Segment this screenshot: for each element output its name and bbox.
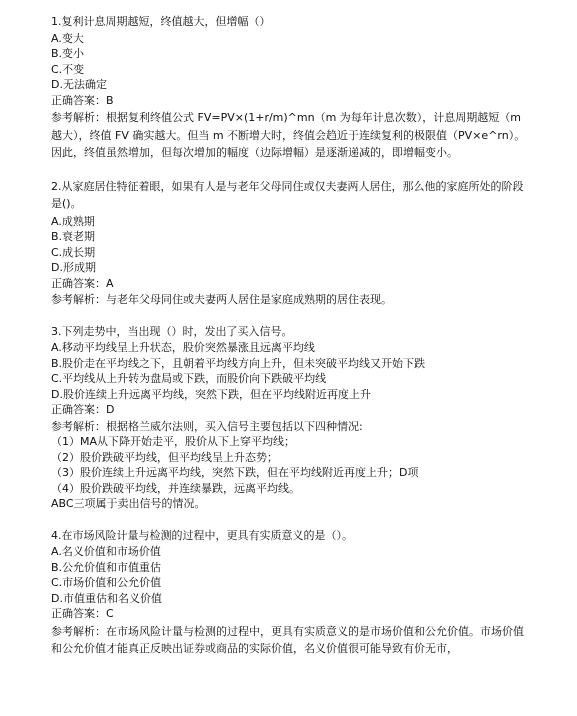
rule-item-1: （1）MA从下降开始走平，股价从下上穿平均线； — [51, 435, 296, 448]
rule-item-3: （3）股价连续上升远离平均线，突然下跌，但在平均线附近再度上升；D项 — [51, 466, 419, 479]
question-3 — [51, 324, 531, 512]
question-1 — [51, 14, 531, 162]
correct-answer: 正确答案：B — [51, 93, 114, 107]
analysis-text: 参考解析：与老年父母同住或夫妻两人居住是家庭成熟期的居住表现。 — [51, 293, 392, 306]
question-title: 2.从家庭居住特征着眼，如果有人是与老年父母同住或仅夫妻两人居住，那么他的家庭所处的阶段是()。 — [51, 179, 524, 210]
correct-answer: 正确答案：C — [51, 607, 114, 620]
option-d: D.市值重估和名义价值 — [51, 591, 162, 605]
option-d: D.股价连续上升远离平均线，突然下跌，但在平均线附近再度上升 — [51, 387, 371, 401]
option-a: A.移动平均线呈上升状态，股价突然暴涨且远离平均线 — [51, 341, 315, 354]
question-title: 4.在市场风险计量与检测的过程中，更具有实质意义的是（）。 — [51, 528, 353, 542]
option-b: B.公允价值和市值重估 — [51, 560, 162, 574]
option-d: D.形成期 — [51, 261, 96, 274]
analysis-text: 参考解析：在市场风险计量与检测的过程中，更具有实质意义的是市场价值和公允价值。市场价值和公允价值才能真正反映出证券或商品的实际价值，名义价值很可能导致有价无市， — [51, 624, 524, 655]
document-page — [51, 14, 531, 674]
option-b: B.衰老期 — [51, 230, 96, 243]
option-c: C.市场价值和公允价值 — [51, 576, 162, 589]
correct-answer: 正确答案：A — [51, 276, 114, 290]
analysis-note: ABC三项属于卖出信号的情况。 — [51, 497, 206, 510]
option-a: A.名义价值和市场价值 — [51, 545, 161, 558]
analysis-text: 参考解析：根据格兰威尔法则，买入信号主要包括以下四种情况: — [51, 419, 363, 433]
question-title: 1.复利计息周期越短，终值越大，但增幅（） — [51, 15, 271, 28]
option-c: C.平均线从上升转为盘局或下跌，而股价向下跌破平均线 — [51, 372, 327, 385]
option-b: B.股价走在平均线之下，且朝着平均线方向上升，但未突破平均线又开始下跌 — [51, 356, 426, 370]
rule-item-2: （2）股价跌破平均线，但平均线呈上升态势； — [51, 450, 278, 464]
option-b: B.变小 — [51, 47, 85, 60]
analysis-text: 参考解析：根据复利终值公式 FV=PV×(1+r/m)^mn（m 为每年计息次数），计息周期越短（m 越大），终值 FV 确实越大。但当 m 不断增大时，终值会趋近于连续复利的极限值（PV×e^rn）。因此，终值虽然增加，但每次增加的幅度（边际增幅）是逐渐递减的，即增幅变小。 — [51, 111, 526, 159]
option-d: D.无法确定 — [51, 78, 107, 91]
correct-answer: 正确答案：D — [51, 403, 115, 416]
question-2 — [51, 178, 531, 308]
question-title: 3.下列走势中，当出现（）时，发出了买入信号。 — [51, 324, 293, 338]
option-c: C.成长期 — [51, 245, 96, 259]
rule-item-4: （4）股价跌破平均线，并连续暴跌，远离平均线。 — [51, 481, 300, 495]
question-4 — [51, 528, 531, 658]
option-a: A.成熟期 — [51, 214, 95, 228]
option-c: C.不变 — [51, 62, 85, 76]
option-a: A.变大 — [51, 31, 84, 45]
